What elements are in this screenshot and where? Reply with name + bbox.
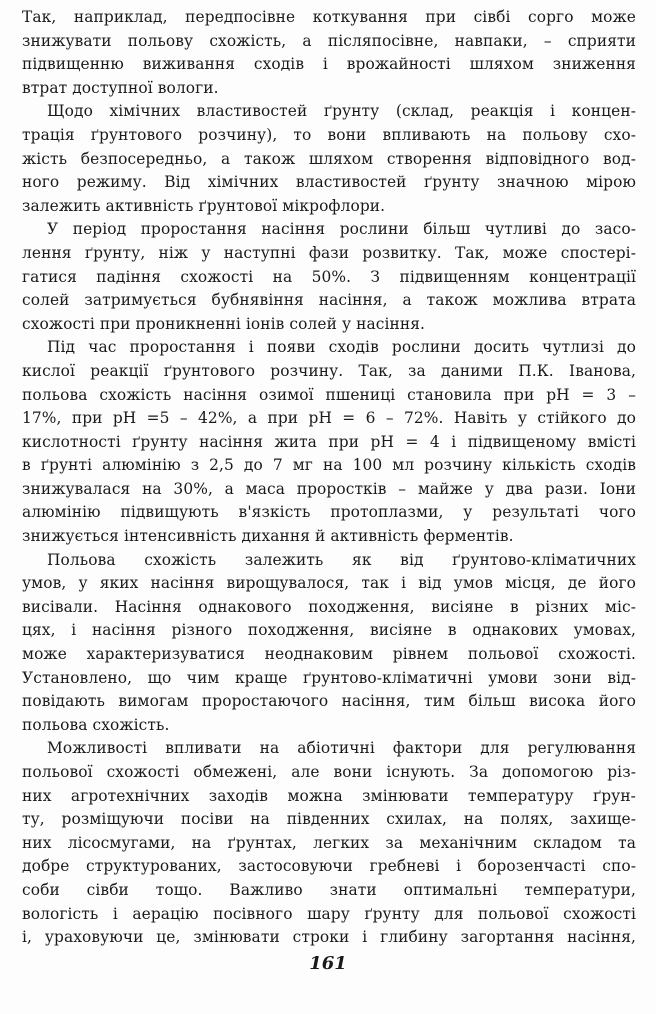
text-line: лення ґрунту, ніж у наступні фази розвитку. Так, може спостері- <box>22 243 636 262</box>
text-line: вологість і аерацію посівного шару ґрунту для польової схожості <box>22 904 636 923</box>
text-line: знижувалася на 30%, а маса проростків – майже у два рази. Іони <box>22 479 636 498</box>
text-line: умов, у яких насіння вирощувалося, так і від умов місця, де його <box>22 574 636 593</box>
text-line: польова схожість насіння озимої пшениці становила при pH = 3 – <box>22 385 636 404</box>
text-line: підвищенню виживання сходів і врожайності шляхом зниження <box>22 55 636 74</box>
text-line: кислої реакції ґрунтового розчину. Так, за даними П.К. Іванова, <box>22 361 636 380</box>
text-line: них агротехнічних заходів можна змінювати температуру ґрун- <box>22 786 636 805</box>
text-line: цях, і насіння різного походження, висіяне в однакових умовах, <box>22 621 636 640</box>
text-line: солей затримується бубнявіння насіння, а також можлива втрата <box>22 291 636 310</box>
text-line: знижується інтенсивність дихання й активність ферментів. <box>22 527 514 546</box>
text-line: кислотності ґрунту насіння жита при pH = 4 і підвищеному вмісті <box>22 432 636 451</box>
text-line: повідають вимогам проростаючого насіння, тим більш висока його <box>22 692 636 711</box>
text-line: залежить активність ґрунтової мікрофлори. <box>22 196 386 215</box>
page-number: 161 <box>309 953 347 974</box>
text-line: в ґрунті алюмінію з 2,5 до 7 мг на 100 мл розчину кількість сходів <box>22 456 636 475</box>
text-line: добре структурованих, застосовуючи гребневі і борозенчасті спо- <box>22 857 636 876</box>
text-line: гатися падіння схожості на 50%. З підвищенням концентрації <box>22 267 636 286</box>
text-line: ного режиму. Від хімічних властивостей ґрунту значною мірою <box>22 173 636 192</box>
text-line: Щодо хімічних властивостей ґрунту (склад, реакція і концен- <box>47 102 636 121</box>
text-line: жість безпосередньо, а також шляхом створення відповідного вод- <box>22 149 636 168</box>
text-line: них лісосмугами, на ґрунтах, легких за механічним складом та <box>22 833 636 852</box>
text-line: Можливості впливати на абіотичні фактори для регулювання <box>47 739 636 758</box>
text-line: трація ґрунтового розчину), то вони впливають на польову схо- <box>22 125 636 144</box>
text-line: Польова схожість залежить як від ґрунтово-кліматичних <box>47 550 636 569</box>
text-line: польова схожість. <box>22 715 170 734</box>
text-line: може характеризуватися неоднаковим рівнем польової схожості. <box>22 645 636 664</box>
text-line: 17%, при pH =5 – 42%, а при pH = 6 – 72%. Навіть у стійкого до <box>22 409 636 428</box>
text-line: польової схожості обмежені, але вони існують. За допомогою різ- <box>22 763 636 781</box>
text-line: і, ураховуючи це, змінювати строки і глибину загортання насіння, <box>22 928 636 947</box>
text-line: У період проростання насіння рослини більш чутливі до засо- <box>47 220 636 239</box>
text-line: висівали. Насіння однакового походження, висіяне в різних міс- <box>22 597 636 616</box>
text-line: алюмінію підвищують в'язкість протоплазми, у результаті чого <box>22 503 636 522</box>
body-text <box>22 6 636 950</box>
text-line: Під час проростання і появи сходів рослини досить чутлизі до <box>47 338 636 357</box>
text-line: соби сівби тощо. Важливо знати оптимальні температури, <box>22 880 636 899</box>
text-line: схожості при проникненні іонів солей у насіння. <box>22 314 425 333</box>
text-line: ту, розміщуючи посіви на південних схилах, на полях, захище- <box>22 810 636 829</box>
text-line: Установлено, що чим краще ґрунтово-кліматичні умови зони від- <box>22 668 636 687</box>
text-line: Так, наприклад, передпосівне коткування при сівбі сорго може <box>22 8 636 26</box>
text-line: втрат доступної вологи. <box>22 78 219 97</box>
text-line: знижувати польову схожість, а післяпосівне, навпаки, – сприяти <box>22 31 636 50</box>
